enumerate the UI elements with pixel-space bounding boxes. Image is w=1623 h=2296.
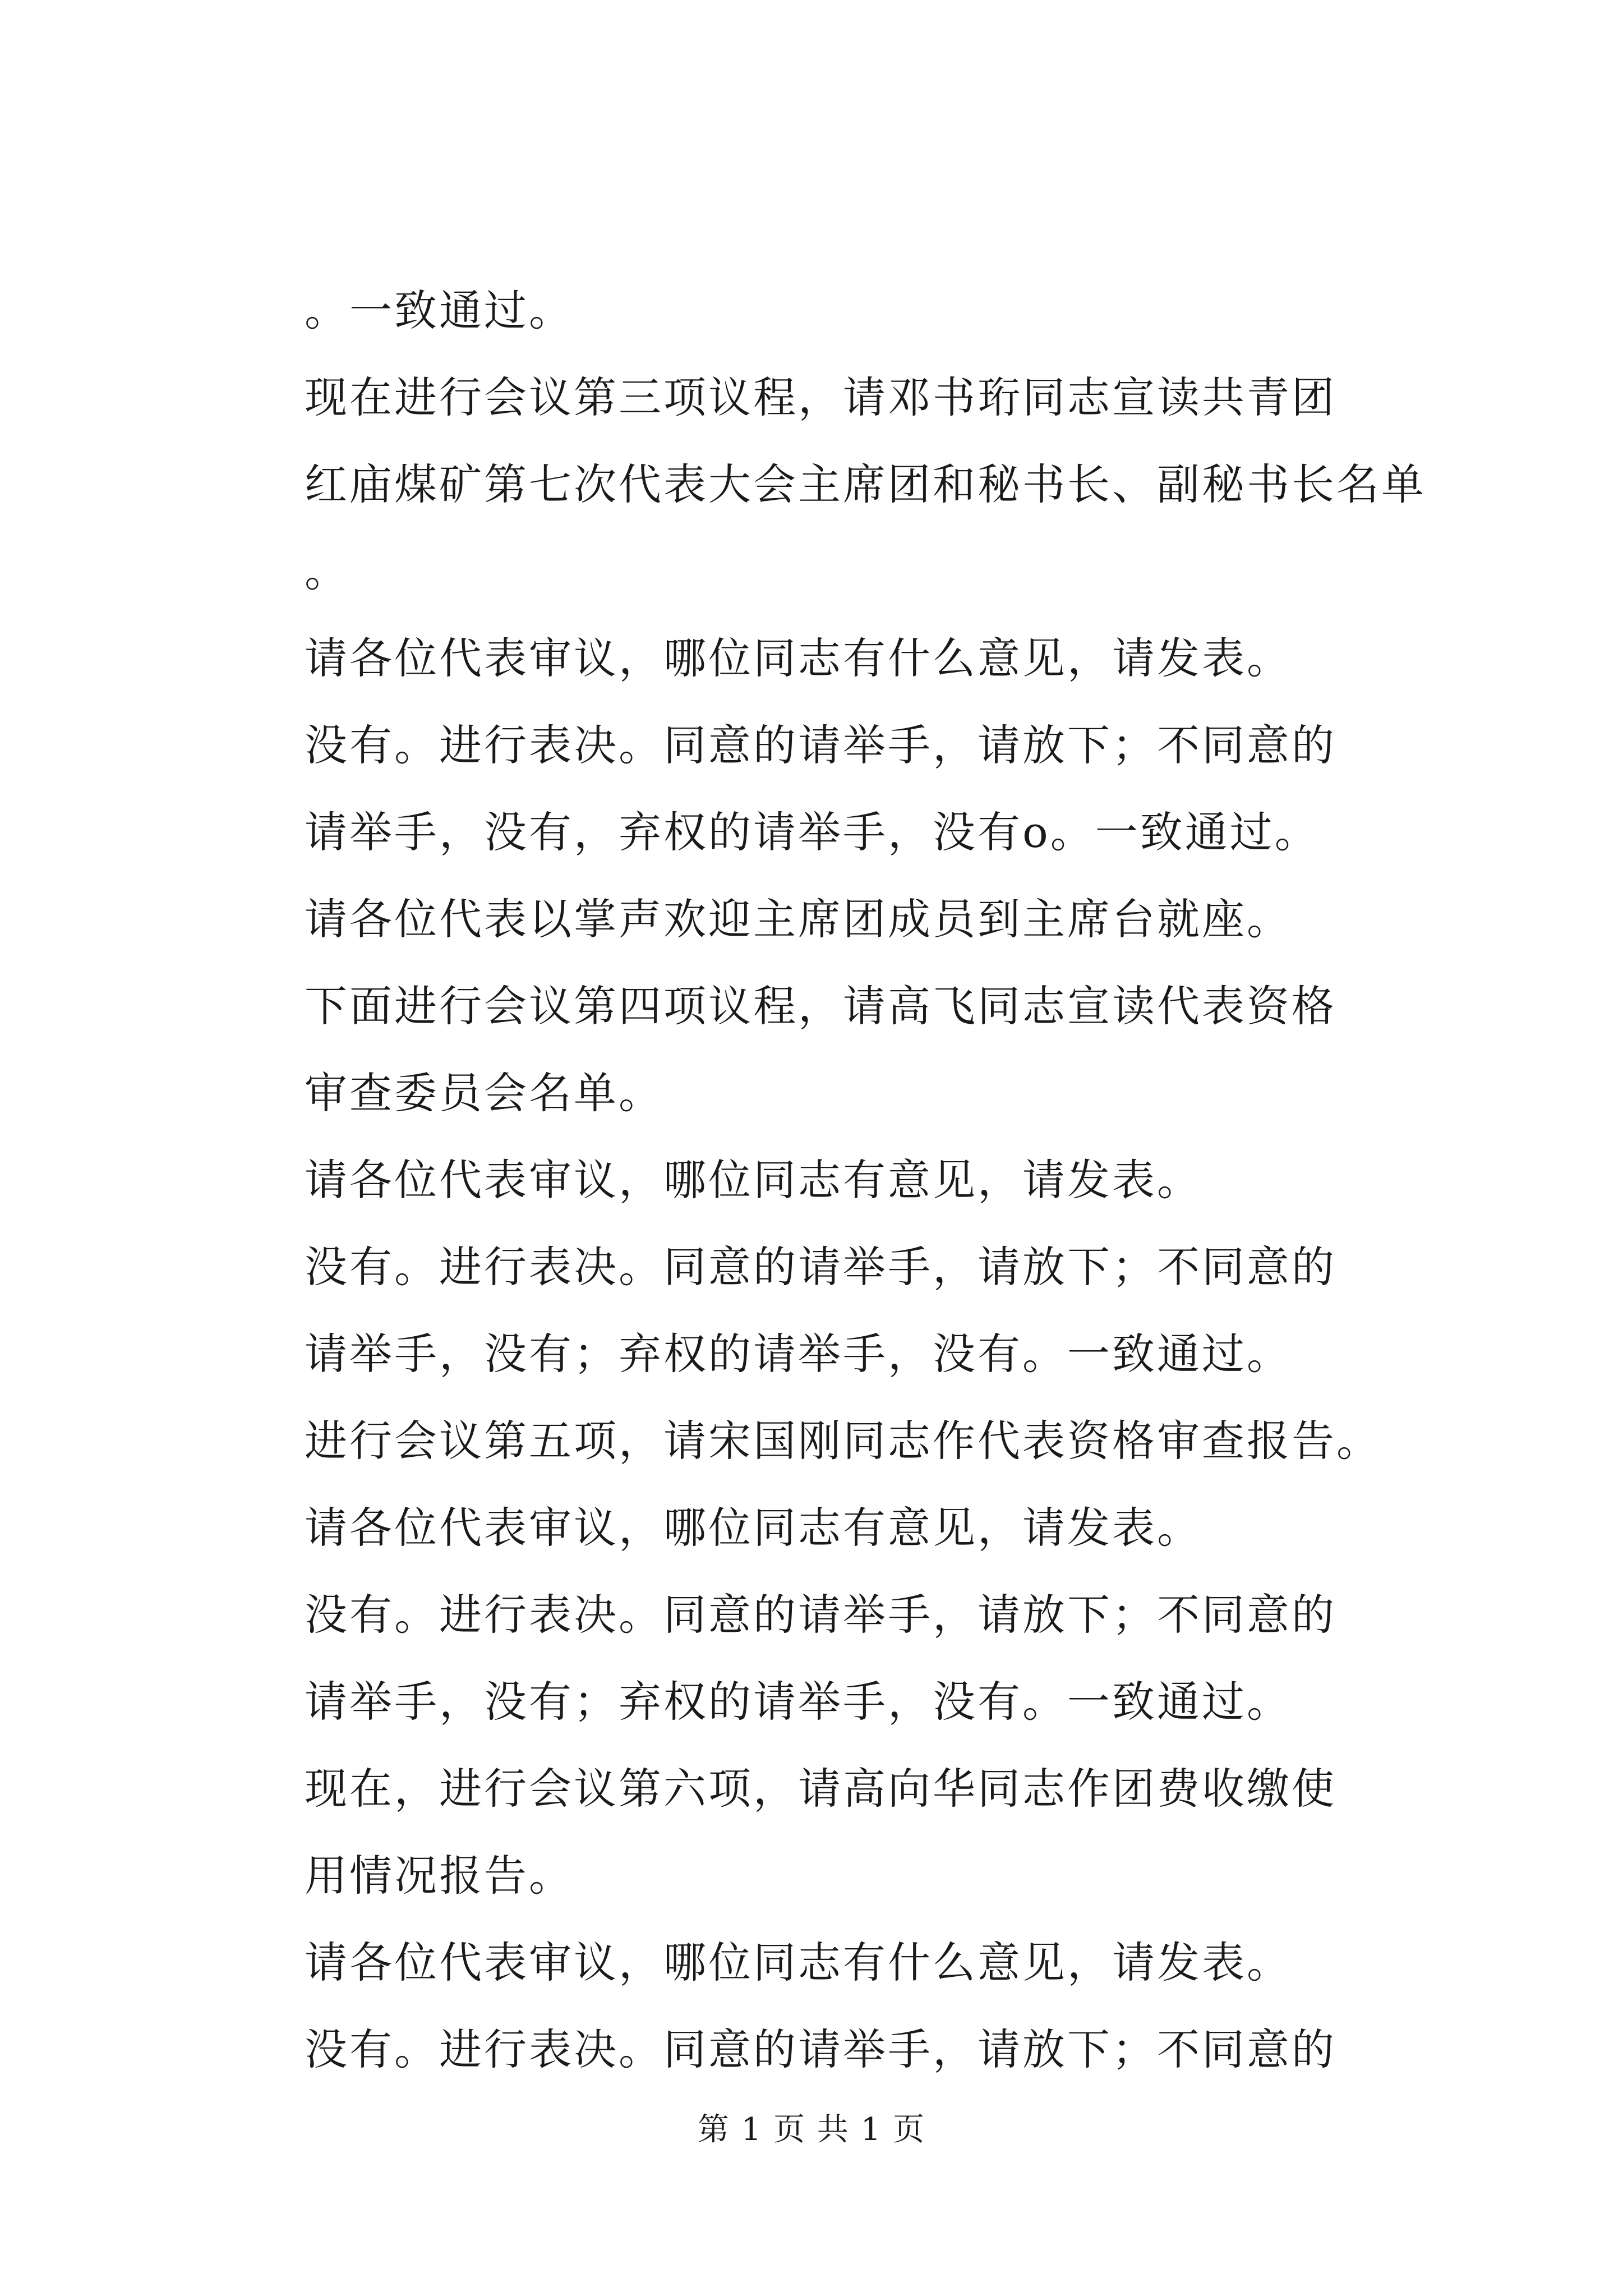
text-line: 现在进行会议第三项议程，请邓书珩同志宣读共青团 bbox=[305, 372, 1336, 422]
text-line: 请各位代表审议，哪位同志有什么意见，请发表。 bbox=[305, 633, 1292, 683]
text-line: 红庙煤矿第七次代表大会主席团和秘书长、副秘书长名单 bbox=[305, 459, 1426, 509]
text-line: 。一致通过。 bbox=[305, 286, 574, 335]
text-line: 没有。进行表决。同意的请举手，请放下；不同意的 bbox=[305, 720, 1336, 770]
text-line: 审查委员会名单。 bbox=[305, 1068, 663, 1118]
text-line: 请各位代表审议，哪位同志有意见，请发表。 bbox=[305, 1503, 1202, 1553]
text-line: 请各位代表审议，哪位同志有意见，请发表。 bbox=[305, 1155, 1202, 1205]
page-number-label: 第 1 页 共 1 页 bbox=[697, 2111, 926, 2148]
page-footer bbox=[0, 2108, 1623, 2152]
text-line: 进行会议第五项，请宋国刚同志作代表资格审查报告。 bbox=[305, 1416, 1381, 1466]
document-body bbox=[305, 267, 1432, 2093]
text-line: 请举手，没有；弃权的请举手，没有。一致通过。 bbox=[305, 1677, 1292, 1727]
text-line: 请举手，没有；弃权的请举手，没有。一致通过。 bbox=[305, 1329, 1292, 1379]
text-line: 。 bbox=[305, 546, 349, 596]
text-line: 现在，进行会议第六项，请高向华同志作团费收缴使 bbox=[305, 1764, 1336, 1814]
text-line: 没有。进行表决。同意的请举手，请放下；不同意的 bbox=[305, 2024, 1336, 2074]
text-line: 用情况报告。 bbox=[305, 1851, 574, 1901]
text-line: 下面进行会议第四项议程，请高飞同志宣读代表资格 bbox=[305, 981, 1336, 1031]
text-line: 请各位代表审议，哪位同志有什么意见，请发表。 bbox=[305, 1938, 1292, 1987]
text-line: 请举手，没有，弃权的请举手，没有o。一致通过。 bbox=[305, 807, 1320, 857]
text-line: 请各位代表以掌声欢迎主席团成员到主席台就座。 bbox=[305, 894, 1292, 944]
text-line: 没有。进行表决。同意的请举手，请放下；不同意的 bbox=[305, 1590, 1336, 1640]
text-line: 没有。进行表决。同意的请举手，请放下；不同意的 bbox=[305, 1242, 1336, 1292]
